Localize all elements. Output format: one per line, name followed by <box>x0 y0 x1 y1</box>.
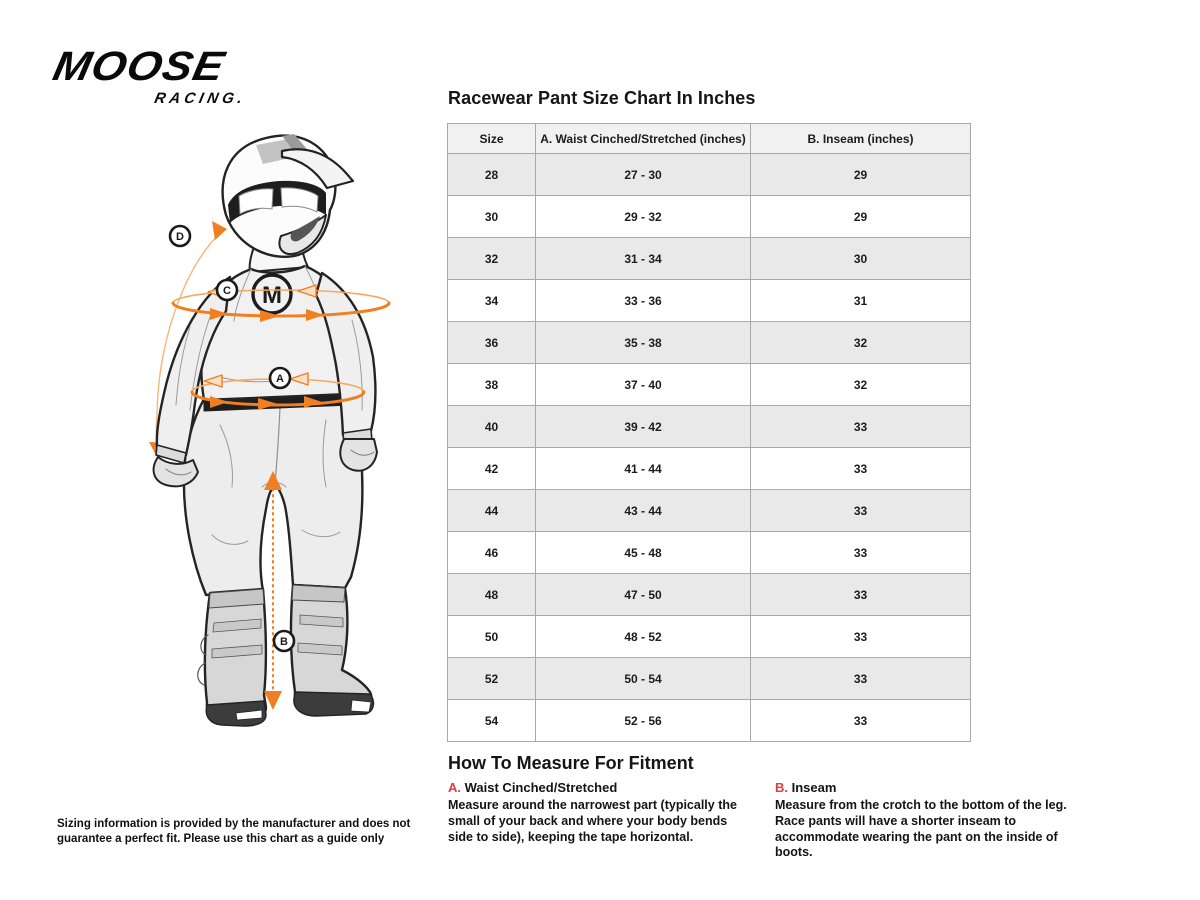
table-cell: 33 <box>751 658 971 700</box>
table-cell: 37 - 40 <box>536 364 751 406</box>
table-row <box>448 700 971 742</box>
table-cell: 29 - 32 <box>536 196 751 238</box>
brand-logo-moose: MOOSE <box>49 43 230 89</box>
column-header-waist: A. Waist Cinched/Stretched (inches) <box>536 124 751 154</box>
rider-illustration <box>130 115 450 755</box>
table-row <box>448 238 971 280</box>
table-cell: 50 - 54 <box>536 658 751 700</box>
table-cell: 36 <box>448 322 536 364</box>
column-header-inseam: B. Inseam (inches) <box>751 124 971 154</box>
jersey-logo <box>253 275 291 313</box>
badge-d <box>170 226 190 246</box>
measure-waist-letter: A. <box>448 780 461 795</box>
how-to-heading: How To Measure For Fitment <box>448 753 694 773</box>
table-cell: 31 - 34 <box>536 238 751 280</box>
table-cell: 29 <box>751 154 971 196</box>
rider-pants <box>184 393 363 595</box>
table-cell: 44 <box>448 490 536 532</box>
badge-b <box>274 631 294 651</box>
badge-c-letter: C <box>223 285 231 297</box>
page-title: Racewear Pant Size Chart In Inches <box>448 88 756 108</box>
table-row <box>448 532 971 574</box>
table-row <box>448 658 971 700</box>
table-row <box>448 196 971 238</box>
table-row <box>448 406 971 448</box>
table-cell: 38 <box>448 364 536 406</box>
table-cell: 34 <box>448 280 536 322</box>
table-cell: 33 <box>751 532 971 574</box>
table-cell: 33 <box>751 448 971 490</box>
table-cell: 33 <box>751 490 971 532</box>
table-cell: 33 - 36 <box>536 280 751 322</box>
table-cell: 35 - 38 <box>536 322 751 364</box>
table-cell: 33 <box>751 574 971 616</box>
brand-logo-racing: RACING. <box>152 90 248 107</box>
table-cell: 41 - 44 <box>536 448 751 490</box>
table-cell: 50 <box>448 616 536 658</box>
table-cell: 52 <box>448 658 536 700</box>
size-table-body <box>448 154 971 742</box>
measure-inseam-letter: B. <box>775 780 788 795</box>
table-cell: 29 <box>751 196 971 238</box>
measure-inseam-text: Measure from the crotch to the bottom of the leg. Race pants will have a shorter inseam to accommodate wearing the pant on the inside of boots. <box>775 798 1067 860</box>
table-cell: 52 - 56 <box>536 700 751 742</box>
size-chart-table <box>447 123 971 742</box>
table-cell: 46 <box>448 532 536 574</box>
rider-boots <box>198 585 374 726</box>
table-cell: 33 <box>751 700 971 742</box>
measure-instructions-waist <box>448 780 740 845</box>
table-row <box>448 280 971 322</box>
table-cell: 30 <box>448 196 536 238</box>
badge-a-letter: A <box>276 373 284 385</box>
table-cell: 48 <box>448 574 536 616</box>
table-cell: 32 <box>751 364 971 406</box>
table-cell: 45 - 48 <box>536 532 751 574</box>
table-row <box>448 322 971 364</box>
measure-instructions-inseam <box>775 780 1079 861</box>
badge-a <box>270 368 290 388</box>
table-row <box>448 574 971 616</box>
table-cell: 40 <box>448 406 536 448</box>
column-header-size: Size <box>448 124 536 154</box>
table-row <box>448 364 971 406</box>
table-row <box>448 154 971 196</box>
table-header-row <box>448 124 971 154</box>
table-cell: 32 <box>751 322 971 364</box>
jersey-logo-letter: M <box>262 282 282 309</box>
badge-b-letter: B <box>280 636 288 648</box>
table-row <box>448 616 971 658</box>
table-cell: 32 <box>448 238 536 280</box>
table-cell: 47 - 50 <box>536 574 751 616</box>
table-cell: 33 <box>751 406 971 448</box>
measure-inseam-label: B. Inseam <box>775 780 837 795</box>
table-row <box>448 490 971 532</box>
table-cell: 33 <box>751 616 971 658</box>
table-cell: 43 - 44 <box>536 490 751 532</box>
table-cell: 27 - 30 <box>536 154 751 196</box>
table-cell: 39 - 42 <box>536 406 751 448</box>
table-row <box>448 448 971 490</box>
rider-helmet <box>223 134 353 257</box>
badge-d-letter: D <box>176 231 184 243</box>
table-cell: 54 <box>448 700 536 742</box>
table-cell: 28 <box>448 154 536 196</box>
sizing-disclaimer: Sizing information is provided by the manufacturer and does not guarantee a perfect fit. Please use this chart as a guide only <box>57 818 411 846</box>
table-cell: 31 <box>751 280 971 322</box>
measure-waist-label: A. Waist Cinched/Stretched <box>448 780 618 795</box>
table-cell: 48 - 52 <box>536 616 751 658</box>
table-cell: 30 <box>751 238 971 280</box>
measure-waist-text: Measure around the narrowest part (typically the small of your back and where your body bends side to side), keeping the tape horizontal. <box>448 798 737 844</box>
table-cell: 42 <box>448 448 536 490</box>
brand-logo <box>49 43 254 107</box>
badge-c <box>217 280 237 300</box>
